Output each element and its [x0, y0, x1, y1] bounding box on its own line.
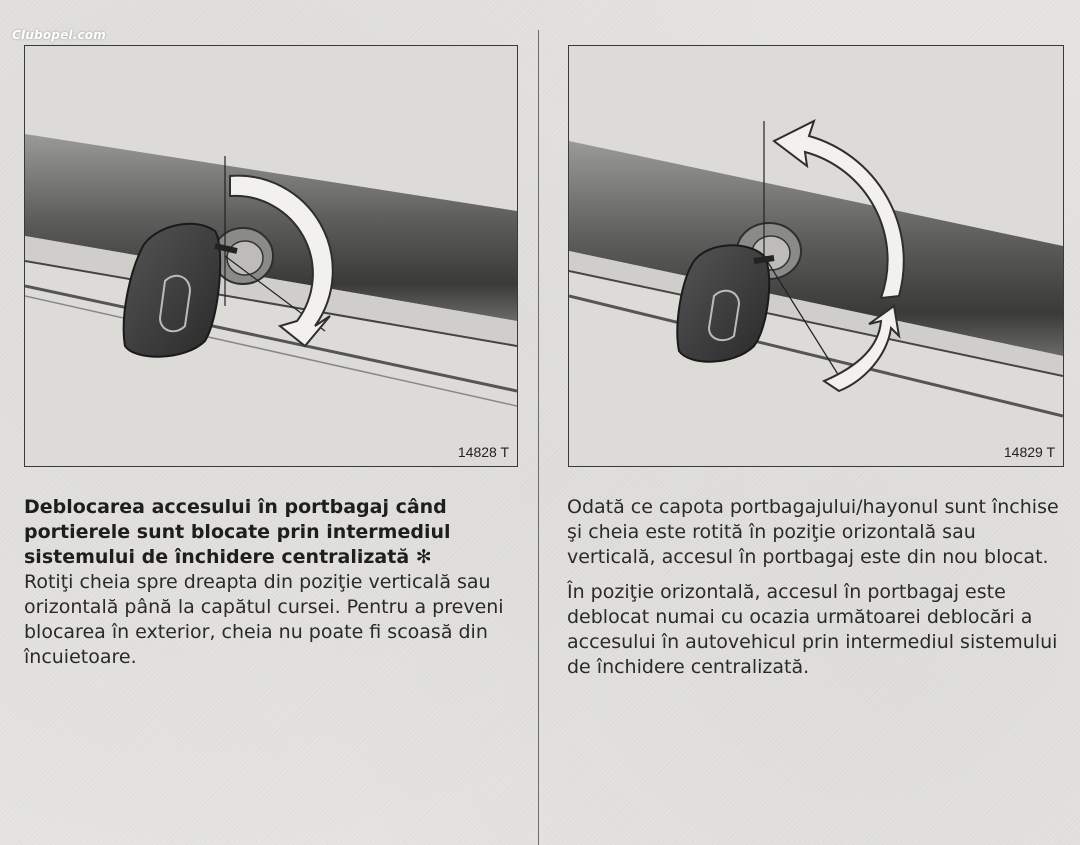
right-column: [567, 495, 1067, 680]
column-divider: [538, 30, 539, 845]
optional-equipment-symbol: ✻: [415, 546, 432, 568]
heading-text: Deblocarea accesului în portbagaj când portierele sunt blocate prin intermediul sistemului de închidere centralizată: [24, 496, 451, 568]
instruction-text: Rotiţi cheia spre dreapta din poziţie verticală sau orizontală până la capătul cursei. Pentru a preveni blocarea în exterior, cheia nu poate fi scoasă din încuietoare.: [24, 571, 504, 668]
paragraph-horizontal-position: În poziţie orizontală, accesul în portbagaj este deblocat numai cu ocazia următoarei deblocări a accesului în autovehicul prin intermediul sistemului de închidere centralizată.: [567, 581, 1058, 678]
figure-unlock-trunk: [24, 45, 518, 467]
section-heading: [24, 495, 520, 570]
left-column: [24, 495, 520, 670]
key-turn-right-illustration: [25, 46, 517, 466]
paragraph-relock: Odată ce capota portbagajului/hayonul sunt închise şi cheia este rotită în poziţie orizontală sau verticală, accesul în portbagaj este din nou blocat.: [567, 496, 1059, 568]
key-turn-both-illustration: [569, 46, 1063, 466]
figure-label: 14829 T: [1003, 444, 1055, 460]
figure-relock-trunk: [568, 45, 1064, 467]
watermark: Clubopel.com: [12, 28, 106, 42]
figure-label: 14828 T: [457, 444, 509, 460]
